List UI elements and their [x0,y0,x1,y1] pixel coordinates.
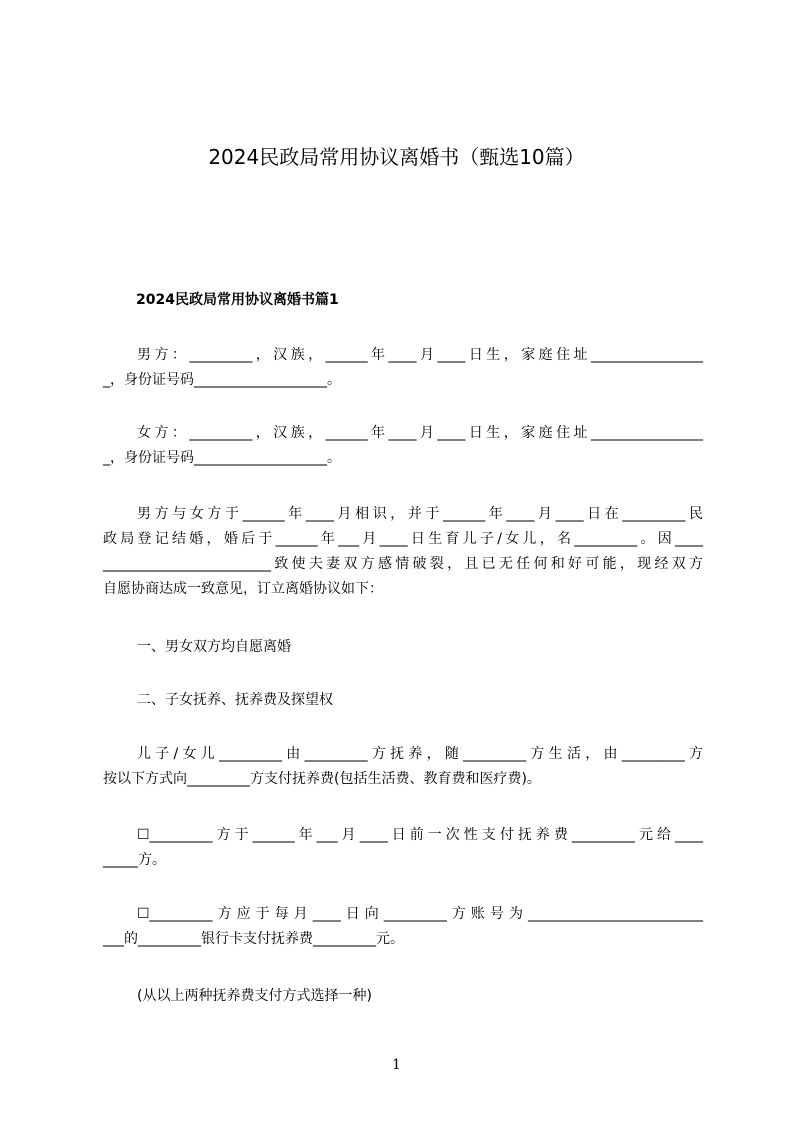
paragraph-payment-option-monthly [103,902,703,952]
section-heading: 2024民政局常用协议离婚书篇1 [136,292,339,308]
paragraph-female-party [103,421,703,471]
text-line: 男方：_________，汉族，______年____月____日生，家庭住址________________ [137,347,703,363]
paragraph-payment-option-lump-sum [103,823,703,873]
text-line: _，身份证号码___________________。 [103,450,341,466]
text-line: 儿子/女儿_________由_________方抚养，随_________方生活，由_________方 [137,746,703,762]
text-line: ___的_________银行卡支付抚养费_________元。 [103,931,404,947]
text-line: (从以上两种抚养费支付方式选择一种) [137,988,372,1004]
text-line: 按以下方式向_________方支付抚养费(包括生活费、教育费和医疗费)。 [103,771,541,787]
text-line: 一、男女双方均自愿离婚 [137,639,291,655]
clause-heading-2 [103,688,703,713]
text-line: 女方：_________，汉族，______年____月____日生，家庭住址________________ [137,425,703,441]
paragraph-custody [103,742,703,792]
paragraph-payment-note [103,984,703,1009]
text-line: 政局登记结婚，婚后于______年___月____日生育儿子/女儿，名_________。因____ [103,531,703,547]
text-line: _____方。 [103,852,166,868]
text-line: _，身份证号码___________________。 [103,372,341,388]
paragraph-marriage [103,502,703,602]
text-line: 二、子女抚养、抚养费及探望权 [137,692,333,708]
clause-heading-1 [103,635,703,660]
text-line: ☐_________方应于每月____日向_________方账号为_________________________ [137,906,703,922]
text-line: 男方与女方于______年____月相识，并于______年____月____日在_________民 [137,506,703,522]
text-line: 自愿协商达成一致意见，订立离婚协议如下： [103,581,383,597]
document-title: 2024民政局常用协议离婚书（甄选10篇） [208,145,585,169]
text-line: ☐_________方于______年___月____日前一次性支付抚养费_________元给____ [137,827,703,843]
paragraph-male-party [103,343,703,393]
page-number: 1 [392,1057,401,1073]
text-line: ________________________致使夫妻双方感情破裂，且已无任何和好可能，现经双方 [103,556,703,572]
